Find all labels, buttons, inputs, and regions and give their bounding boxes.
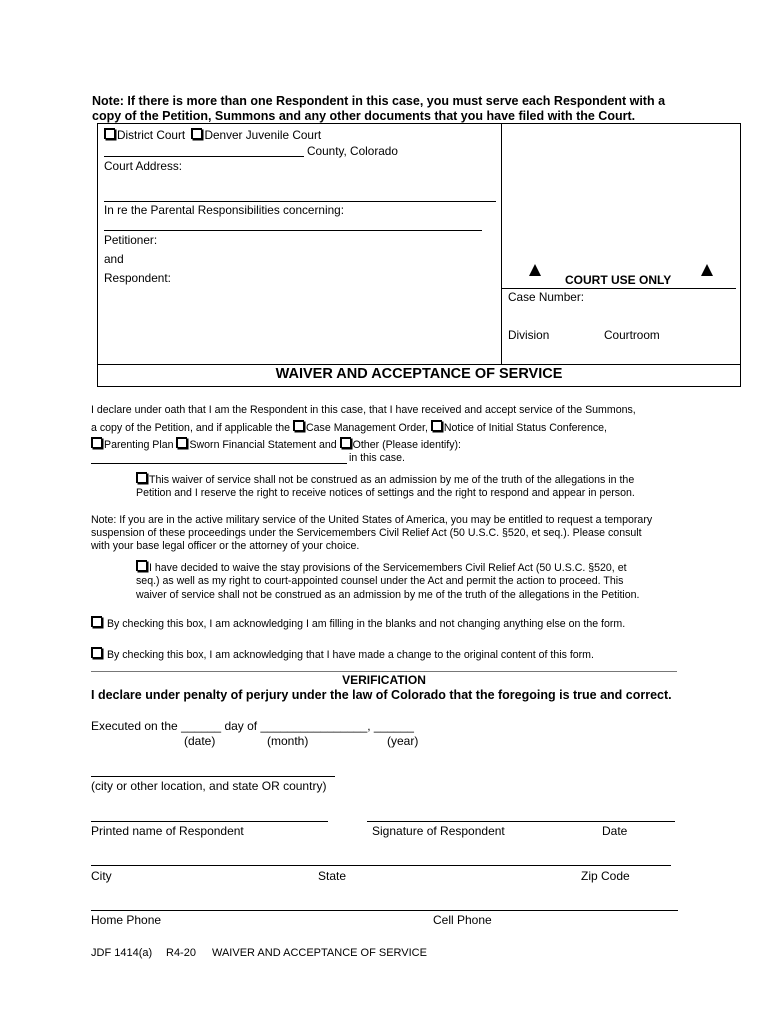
notice-isc-label: Notice of Initial Status Conference,: [443, 422, 607, 434]
in-re-label: In re the Parental Responsibilities concerning:: [104, 203, 345, 217]
city-label: City: [91, 869, 112, 883]
court-address-blank[interactable]: [104, 201, 496, 202]
printed-name-label: Printed name of Respondent: [91, 824, 244, 838]
military-note-line-2: suspension of these proceedings under the Servicemembers Civil Relief Act (50 U.S.C. §520, et seq.). Please consult: [91, 527, 642, 539]
county-blank[interactable]: [104, 156, 304, 157]
and-label: and: [104, 252, 124, 266]
ack-blanks-row: [91, 616, 625, 630]
notice-isc-checkbox[interactable]: [431, 420, 442, 431]
court-type-options: [104, 128, 321, 142]
case-management-order-checkbox[interactable]: [293, 420, 304, 431]
ack-change-text: By checking this box, I am acknowledging that I have made a change to the original content of this form.: [106, 649, 594, 661]
parenting-plan-label: Parenting Plan: [104, 439, 177, 451]
declaration-line-1: I declare under oath that I am the Respondent in this case, that I have received and accept service of the Summons,: [91, 404, 636, 416]
title-row-line: [97, 364, 741, 365]
respondent-label: Respondent:: [104, 271, 171, 285]
other-label: Other (Please identify):: [352, 439, 461, 451]
waive-stay-line-1: [136, 560, 627, 574]
location-label: (city or other location, and state OR country): [91, 779, 327, 793]
ack-change-row: [91, 647, 594, 661]
district-court-label: District Court: [117, 128, 186, 142]
sworn-financial-label: Sworn Financial Statement and: [189, 439, 340, 451]
zip-label: Zip Code: [581, 869, 630, 883]
waive-stay-line-2: seq.) as well as my right to court-appointed counsel under the Act and permit the action to proceed. This: [136, 575, 624, 587]
state-label: State: [318, 869, 347, 883]
home-phone-label: Home Phone: [91, 913, 162, 927]
cell-phone-label: Cell Phone: [433, 913, 492, 927]
caption-box: [97, 123, 741, 387]
location-blank[interactable]: [91, 776, 335, 777]
year-sublabel: (year): [387, 734, 419, 748]
ack-blanks-checkbox[interactable]: [91, 616, 102, 627]
parenting-plan-checkbox[interactable]: [91, 437, 102, 448]
declaration-line-2: [91, 420, 607, 434]
children-names-blank[interactable]: [104, 230, 482, 231]
form-title: WAIVER AND ACCEPTANCE OF SERVICE: [275, 366, 563, 382]
case-management-order-label: Case Management Order,: [306, 422, 431, 434]
executed-on-line: Executed on the ______ day of ________________, ______: [91, 719, 414, 733]
no-admission-text: This waiver of service shall not be construed as an admission by me of the truth of the allegations in the: [149, 474, 635, 486]
phone-blank[interactable]: [91, 910, 678, 911]
case-number-label: Case Number:: [508, 290, 585, 304]
division-label: Division: [508, 328, 550, 342]
date-sublabel: (date): [184, 734, 216, 748]
denver-juvenile-court-checkbox[interactable]: [191, 128, 202, 139]
signature-label: Signature of Respondent: [372, 824, 505, 838]
footer-revision: R4-20: [166, 947, 196, 959]
court-use-only-label: COURT USE ONLY: [565, 273, 672, 287]
verification-heading: VERIFICATION: [342, 673, 426, 687]
verification-divider: [91, 671, 677, 672]
military-note-line-3: with your base legal officer or the attorney of your choice.: [91, 540, 360, 552]
footer-form-id: JDF 1414(a): [91, 947, 153, 959]
court-use-divider: [501, 288, 736, 289]
other-checkbox[interactable]: [340, 437, 351, 448]
military-note-line-1: Note: If you are in the active military service of the United States of America, you may be entitled to request a temporary: [91, 514, 653, 526]
declaration-line-3: [91, 437, 461, 451]
declaration-text: a copy of the Petition, and if applicable the: [91, 422, 294, 434]
county-label: County, Colorado: [307, 144, 398, 158]
note-line-1: Note: If there is more than one Respondent in this case, you must serve each Respondent with a: [92, 94, 666, 108]
no-admission-line-2: Petition and I reserve the right to receive notices of settings and the right to respond and appear in person.: [136, 487, 635, 499]
ack-change-checkbox[interactable]: [91, 647, 102, 658]
footer-form-title: WAIVER AND ACCEPTANCE OF SERVICE: [212, 947, 427, 959]
date-label: Date: [602, 824, 628, 838]
month-sublabel: (month): [267, 734, 309, 748]
up-triangle-icon: [529, 264, 541, 276]
district-court-checkbox[interactable]: [104, 128, 115, 139]
petitioner-label: Petitioner:: [104, 233, 158, 247]
other-documents-blank[interactable]: [91, 463, 347, 464]
note-line-2: copy of the Petition, Summons and any other documents that you have filed with the Court.: [92, 109, 636, 123]
waive-stay-checkbox[interactable]: [136, 560, 147, 571]
no-admission-checkbox[interactable]: [136, 472, 147, 483]
courtroom-label: Courtroom: [604, 328, 660, 342]
in-this-case-label: in this case.: [349, 452, 405, 464]
waive-stay-text: I have decided to waive the stay provisions of the Servicemembers Civil Relief Act (50 U.S.C. §520, et: [149, 562, 627, 574]
verification-statement: I declare under penalty of perjury under the law of Colorado that the foregoing is true and correct.: [91, 688, 672, 702]
up-triangle-icon: [701, 264, 713, 276]
caption-divider: [501, 123, 502, 364]
no-admission-line-1: [136, 472, 634, 486]
court-address-label: Court Address:: [104, 159, 183, 173]
denver-juvenile-court-label: Denver Juvenile Court: [204, 128, 322, 142]
signature-blank[interactable]: [367, 821, 675, 822]
ack-blanks-text: By checking this box, I am acknowledging I am filling in the blanks and not changing anything else on the form.: [106, 618, 626, 630]
waive-stay-line-3: waiver of service shall not be construed as an admission by me of the truth of the allegations in the Petition.: [136, 589, 640, 601]
address-blank[interactable]: [91, 865, 671, 866]
printed-name-blank[interactable]: [91, 821, 328, 822]
sworn-financial-checkbox[interactable]: [176, 437, 187, 448]
